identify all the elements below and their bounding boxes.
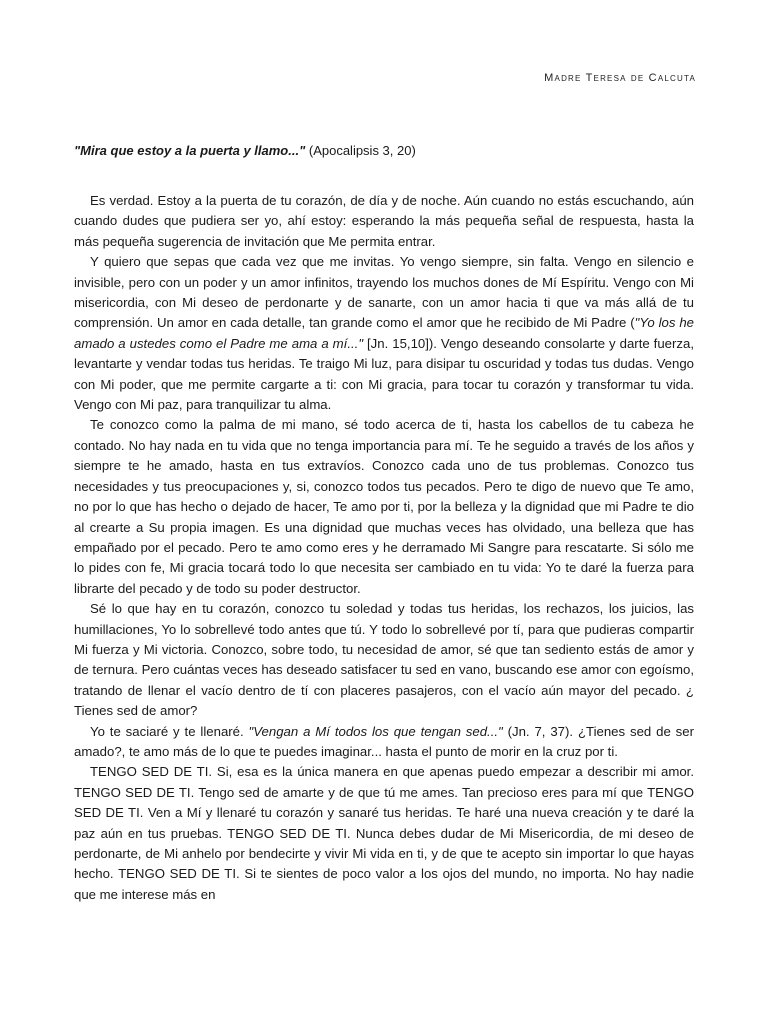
paragraph-text: TENGO SED DE TI. Si, esa es la única manera en que apenas puedo empezar a describir mi amor. TENGO SED DE TI. Tengo sed de amarte y de que tú me ames. Tan precioso eres para mí que TENGO SED DE TI. Ven a Mí y llenaré tu corazón y sanaré tus heridas. Te haré una nueva creación y te daré la paz aún en tus pruebas. TENGO SED DE TI. Nunca debes dudar de Mi Misericordia, de mi deseo de perdonarte, de Mi anhelo por bendecirte y vivir Mi vida en ti, y de que te acepto sin importar lo que hayas hecho. TENGO SED DE TI. Si te sientes de poco valor a los ojos del mundo, no importa. No hay nadie que me interese más en [74,764,694,902]
paragraph-text: (Jn. 7, 37). ¿Tienes sed de ser amado?, te amo más de lo que te puedes imaginar... hasta el punto de morir en la cruz por ti. [74,723,694,759]
body-text [74,191,694,905]
paragraph [74,762,694,905]
paragraph-text: Te conozco como la palma de mi mano, sé todo acerca de ti, hasta los cabellos de tu cabeza he contado. No hay nada en tu vida que no tenga importancia para mí. Te he seguido a través de los años y siempre te he amado, hasta en tus extravíos. Conozco cada uno de tus problemas. Conozco tus necesidades y tus preocupaciones y, si, conozco todos tus pecados. Pero te digo de nuevo que Te amo, no por lo que has hecho o dejado de hacer, Te amo por ti, por la belleza y la dignidad que mi Padre te dio al crearte a Su propia imagen. Es una dignidad que muchas veces has olvidado, una belleza que has empañado por el pecado. Pero te amo como eres y he derramado Mi Sangre para rescatarte. Si sólo me lo pides con fe, Mi gracia tocará todo lo que necesita ser cambiado en tu vida: Yo te daré la fuerza para librarte del pecado y de todo su poder destructor. [74,417,694,596]
running-header: Madre Teresa de Calcuta [544,72,696,84]
paragraph-text: Yo te saciaré y te llenaré. [90,723,249,739]
paragraph-text: [Jn. 15,10]). Vengo deseando consolarte y darte fuerza, levantarte y vendar todas tus heridas. Te traigo Mi luz, para disipar tu oscuridad y todas tus dudas. Vengo con Mi poder, que me permite cargarte a ti: con Mi gracia, para tocar tu corazón y transformar tu vida. Vengo con Mi paz, para tranquilizar tu alma. [74,335,694,413]
paragraph-text: Sé lo que hay en tu corazón, conozco tu soledad y todas tus heridas, los rechazos, los juicios, las humillaciones, Yo lo sobrellevé todo antes que tú. Y todo lo sobrellevé por tí, para que pudieras compartir Mi fuerza y Mi victoria. Conozco, sobre todo, tu necesidad de amor, sé que tan sediento estás de amor y de ternura. Pero cuántas veces has deseado satisfacer tu sed en vano, buscando ese amor con egoísmo, tratando de llenar el vacío dentro de tí con placeres pasajeros, con el vacío aún mayor del pecado. ¿ Tienes sed de amor? [74,601,694,719]
paragraph [74,722,694,763]
paragraph [74,599,694,721]
epigraph [74,141,694,161]
scripture-quote: "Yo los he amado a ustedes como el Padre me ama a mí..." [74,315,694,351]
scripture-quote: "Vengan a Mí todos los que tengan sed..." [248,723,503,739]
paragraph-text: Y quiero que sepas que cada vez que me invitas. Yo vengo siempre, sin falta. Vengo en silencio e invisible, pero con un poder y un amor infinitos, trayendo los muchos dones de Mí Espíritu. Vengo con Mi misericordia, con Mi deseo de perdonarte y de sanarte, con un amor hacia ti que va más allá de tu comprensión. Un amor en cada detalle, tan grande como el amor que he recibido de Mi Padre ( [74,254,694,331]
paragraph-text: Es verdad. Estoy a la puerta de tu corazón, de día y de noche. Aún cuando no estás escuchando, aún cuando dudes que pudiera ser yo, ahí estoy: esperando la más pequeña señal de respuesta, hasta la más pequeña sugerencia de invitación que Me permita entrar. [74,193,694,249]
paragraph [74,191,694,252]
epigraph-reference: (Apocalipsis 3, 20) [308,143,416,158]
paragraph [74,252,694,415]
epigraph-quote: "Mira que estoy a la puerta y llamo..." [74,143,306,158]
paragraph [74,415,694,599]
